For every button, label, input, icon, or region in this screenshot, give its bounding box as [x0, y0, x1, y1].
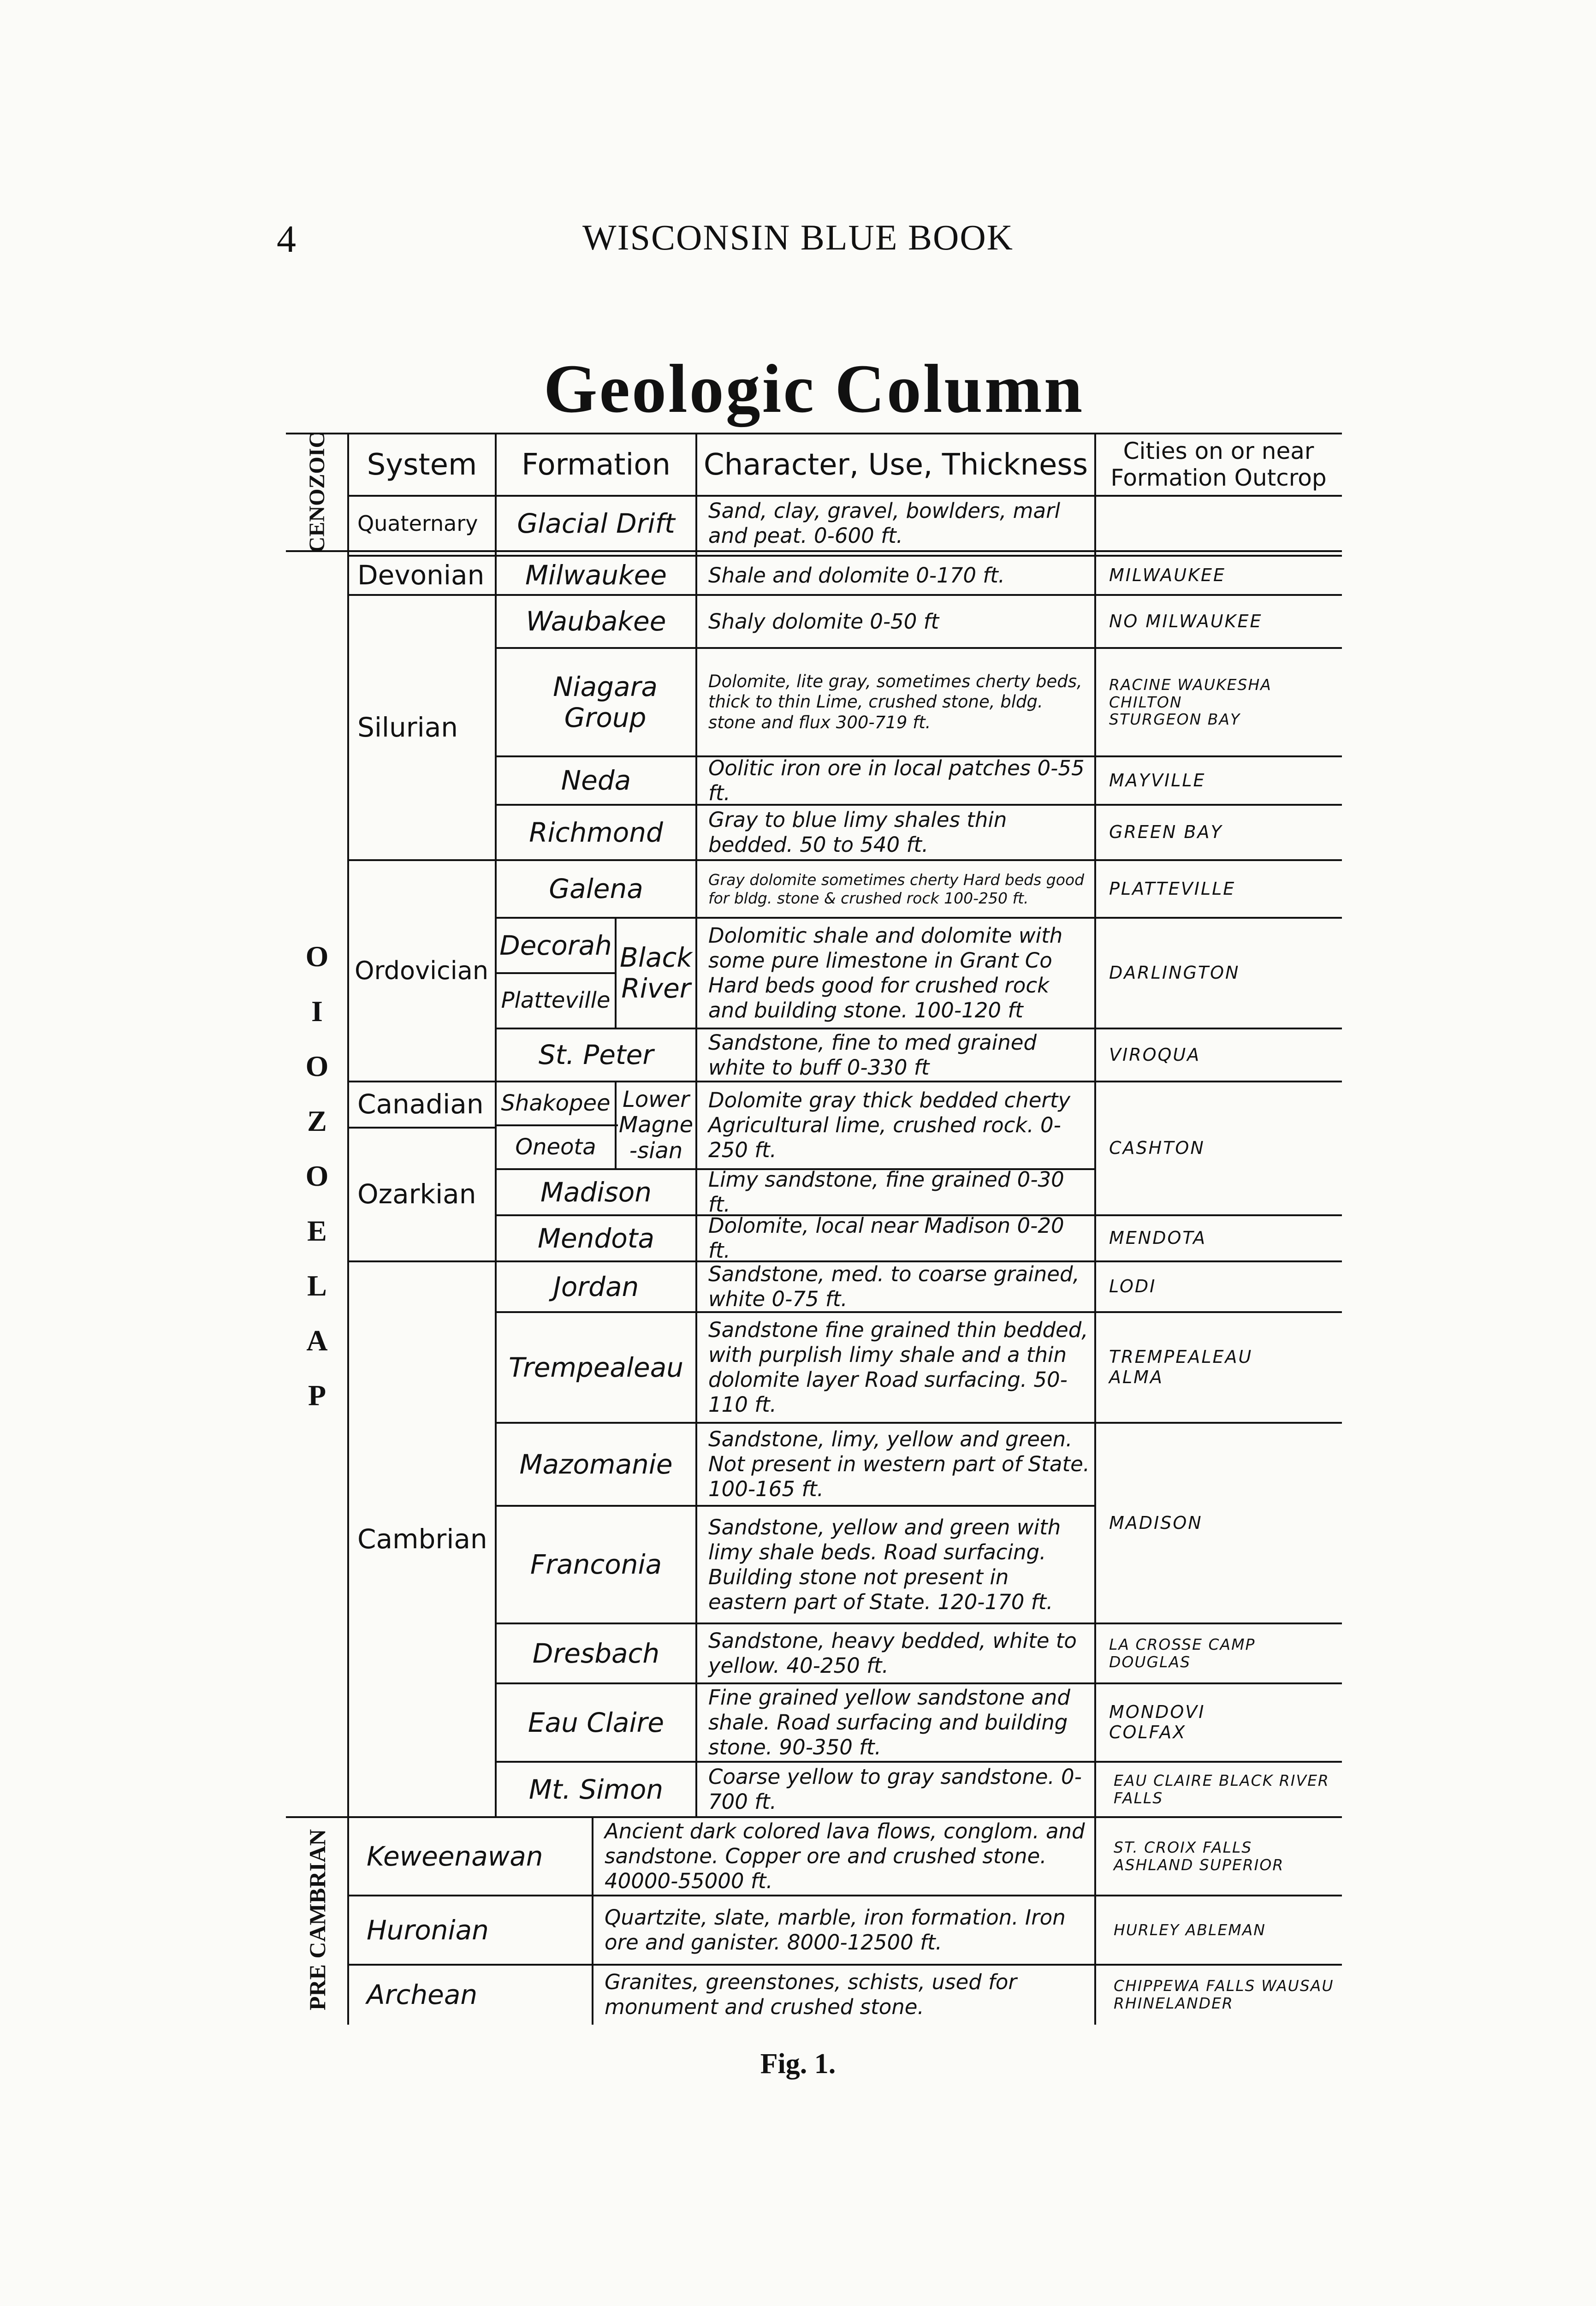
era-paleozoic-label: O I O Z O E L A P	[305, 940, 329, 1412]
formation-archean: Archean	[367, 1979, 478, 2010]
running-head: WISCONSIN BLUE BOOK	[582, 217, 1014, 257]
character-trempealeau: Sandstone fine grained thin bedded, with purplish limy shale and a thin dolomite layer Road surfacing. 50-110 ft.	[708, 1318, 1088, 1417]
system-ozarkian: Ozarkian	[357, 1178, 476, 1210]
character-madison: Limy sandstone, fine grained 0-30 ft.	[708, 1169, 1064, 1215]
formation-richmond: Richmond	[529, 816, 663, 848]
character-archean: Granites, greenstones, schists, used for monument and crushed stone.	[605, 1970, 1017, 2019]
formation-keweenawan: Keweenawan	[367, 1840, 543, 1872]
formation-decorah: Decorah	[499, 929, 612, 961]
cities-galena: PLATTEVILLE	[1109, 878, 1236, 899]
character-franconia: Sandstone, yellow and green with limy shale beds. Road surfacing. Building stone not present in eastern part of State. 120-170 ft.	[708, 1515, 1061, 1614]
formation-franconia: Franconia	[530, 1549, 662, 1581]
character-richmond: Gray to blue limy shales thin bedded. 50 to 540 ft.	[708, 808, 1007, 857]
figure-caption: Fig. 1.	[760, 2048, 836, 2080]
character-neda: Oolitic iron ore in local patches 0-55 ft.	[708, 756, 1085, 805]
formation-huronian: Huronian	[367, 1914, 489, 1946]
cities-mt-simon: EAU CLAIRE BLACK RIVER FALLS	[1114, 1771, 1329, 1807]
cities-decorah: DARLINGTON	[1109, 963, 1240, 983]
formation-trempealeau: Trempealeau	[508, 1351, 684, 1383]
header-formation: Formation	[521, 447, 671, 482]
cities-st-peter: VIROQUA	[1109, 1044, 1201, 1065]
formation-jordan: Jordan	[553, 1271, 639, 1302]
character-mt-simon: Coarse yellow to gray sandstone. 0-700 ft.	[708, 1765, 1082, 1814]
character-jordan: Sandstone, med. to coarse grained, white 0-75 ft.	[708, 1262, 1080, 1311]
formation-dresbach: Dresbach	[532, 1637, 660, 1669]
character-waubakee: Shaly dolomite 0-50 ft	[708, 609, 939, 634]
system-silurian: Silurian	[357, 711, 458, 743]
formation-shakopee: Shakopee	[501, 1090, 611, 1116]
formation-platteville: Platteville	[501, 987, 611, 1014]
table-title: Geologic Column	[543, 350, 1085, 427]
character-st-peter: Sandstone, fine to med grained white to buff 0-330 ft	[708, 1030, 1037, 1080]
cities-mendota: MENDOTA	[1109, 1228, 1207, 1248]
era-cenozoic: CENOZOIC	[305, 432, 329, 553]
character-mazomanie: Sandstone, limy, yellow and green. Not present in western part of State. 100-165 ft.	[708, 1427, 1090, 1501]
cities-neda: MAYVILLE	[1109, 770, 1206, 790]
character-eau-claire: Fine grained yellow sandstone and shale. Road surfacing and building stone. 90-350 ft.	[708, 1685, 1070, 1759]
system-ordovician: Ordovician	[355, 956, 489, 986]
character-milwaukee: Shale and dolomite 0-170 ft.	[708, 563, 1005, 588]
character-galena: Gray dolomite sometimes cherty Hard beds good for bldg. stone & crushed rock 100-250 ft.	[708, 870, 1085, 907]
formation-mendota: Mendota	[537, 1222, 655, 1254]
formation-milwaukee: Milwaukee	[525, 559, 667, 591]
character-lower-magnesian: Dolomite gray thick bedded cherty Agricultural lime, crushed rock. 0-250 ft.	[708, 1088, 1071, 1162]
header-cities: Cities on or near Formation Outcrop	[1110, 438, 1327, 491]
page-number: 4	[277, 218, 297, 261]
formation-oneota: Oneota	[515, 1134, 596, 1160]
cities-keweenawan: ST. CROIX FALLS ASHLAND SUPERIOR	[1114, 1838, 1284, 1874]
character-decorah: Dolomitic shale and dolomite with some pure limestone in Grant Co Hard beds good for crushed rock and building stone. 100-120 ft	[708, 923, 1063, 1022]
formation-glacial-drift: Glacial Drift	[517, 507, 675, 539]
formation-eau-claire: Eau Claire	[528, 1706, 665, 1738]
era-paleozoic	[286, 940, 348, 1412]
system-quaternary: Quaternary	[357, 511, 478, 536]
cities-milwaukee: MILWAUKEE	[1109, 565, 1226, 585]
cities-waubakee: NO MILWAUKEE	[1109, 611, 1263, 631]
system-devonian: Devonian	[357, 559, 485, 591]
formation-madison: Madison	[540, 1176, 652, 1208]
cities-franconia: MADISON	[1109, 1512, 1203, 1533]
character-mendota: Dolomite, local near Madison 0-20 ft.	[708, 1215, 1064, 1261]
formation-neda: Neda	[561, 765, 631, 796]
formation-lower-magnesian: Lower Magne -sian	[618, 1087, 694, 1164]
cities-dresbach: LA CROSSE CAMP DOUGLAS	[1109, 1635, 1256, 1671]
character-glacial-drift: Sand, clay, gravel, bowlders, marl and peat. 0-600 ft.	[708, 499, 1061, 548]
era-precambrian: PRE CAMBRIAN	[304, 1829, 330, 2011]
formation-black-river: Black River	[620, 942, 692, 1004]
cities-richmond: GREEN BAY	[1109, 822, 1223, 843]
cities-eau-claire: MONDOVI COLFAX	[1109, 1702, 1205, 1742]
cities-jordan: LODI	[1109, 1276, 1157, 1297]
formation-st-peter: St. Peter	[538, 1039, 654, 1071]
cities-huronian: HURLEY ABLEMAN	[1114, 1921, 1266, 1939]
formation-galena: Galena	[549, 873, 643, 905]
character-huronian: Quartzite, slate, marble, iron formation. Iron ore and ganister. 8000-12500 ft.	[605, 1905, 1066, 1955]
cities-lower-magnesian: CASHTON	[1109, 1138, 1205, 1159]
header-system: System	[367, 447, 477, 482]
cities-archean: CHIPPEWA FALLS WAUSAU RHINELANDER	[1114, 1977, 1334, 2012]
system-cambrian: Cambrian	[357, 1523, 487, 1555]
formation-mazomanie: Mazomanie	[519, 1448, 673, 1480]
header-character: Character, Use, Thickness	[703, 447, 1088, 482]
character-keweenawan: Ancient dark colored lava flows, conglom. and sandstone. Copper ore and crushed stone. 40000-55000 ft.	[605, 1819, 1085, 1893]
character-niagara: Dolomite, lite gray, sometimes cherty beds, thick to thin Lime, crushed stone, bldg. stone and flux 300-719 ft.	[708, 671, 1082, 732]
cities-trempealeau: TREMPEALEAU ALMA	[1109, 1347, 1253, 1387]
formation-mt-simon: Mt. Simon	[528, 1773, 664, 1805]
cities-niagara: RACINE WAUKESHA CHILTON STURGEON BAY	[1109, 675, 1272, 729]
formation-niagara-group: Niagara Group	[553, 671, 658, 733]
character-dresbach: Sandstone, heavy bedded, white to yellow. 40-250 ft.	[708, 1628, 1077, 1678]
formation-waubakee: Waubakee	[526, 606, 666, 637]
system-canadian: Canadian	[357, 1088, 484, 1120]
